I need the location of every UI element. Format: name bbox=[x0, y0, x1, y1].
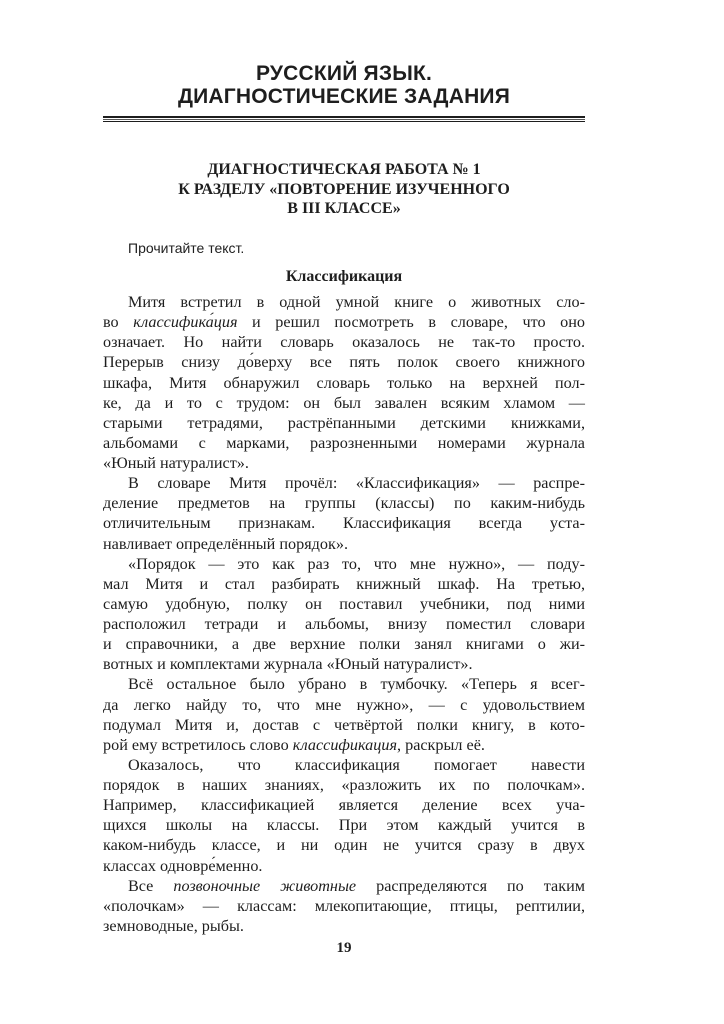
text-line bbox=[103, 493, 585, 513]
italic-term: позвоночные животные bbox=[173, 876, 357, 895]
text-run: Перерыв снизу до́верху все пять полок своего книжного bbox=[103, 353, 585, 372]
text-run: самую удобную, полку он поставил учебники, под ними bbox=[103, 594, 585, 613]
text-line bbox=[103, 312, 585, 332]
body-text bbox=[103, 292, 585, 936]
text-run: старыми тетрадями, растрёпанными детскими книжками, bbox=[103, 413, 585, 432]
text-run: Все bbox=[128, 876, 174, 895]
text-run: классах одновре́менно. bbox=[103, 856, 263, 875]
text-line bbox=[103, 433, 585, 453]
text-run: распределяются по таким bbox=[356, 876, 586, 895]
text-run: земноводные, рыбы. bbox=[103, 916, 244, 935]
text-line bbox=[103, 835, 585, 855]
text-line bbox=[103, 634, 585, 654]
text-line bbox=[103, 594, 585, 614]
text-line bbox=[103, 413, 585, 433]
text-line bbox=[103, 513, 585, 533]
text-run: «Юный натуралист». bbox=[103, 454, 249, 472]
text-run: альбомами с марками, разрозненными номерами журнала bbox=[103, 433, 585, 452]
book-title-line: ДИАГНОСТИЧЕСКИЕ ЗАДАНИЯ bbox=[177, 85, 511, 108]
text-run: расположил тетради и альбомы, внизу поместил словари bbox=[103, 615, 585, 633]
text-run: Митя встретил в одной умной книге о животных сло- bbox=[128, 293, 585, 311]
text-run: каком-нибудь классе, и ни один не учится сразу в двух bbox=[103, 836, 585, 855]
text-line bbox=[103, 695, 585, 715]
text-run: да легко найду то, что мне нужно», — с удовольствием bbox=[103, 695, 585, 714]
text-line bbox=[103, 574, 585, 594]
text-line bbox=[103, 292, 585, 312]
text-line bbox=[103, 534, 585, 554]
text-line bbox=[103, 755, 585, 775]
text-line bbox=[103, 373, 585, 393]
rule-line bbox=[103, 121, 585, 122]
text-line bbox=[103, 654, 585, 674]
text-run: во bbox=[103, 313, 134, 332]
text-run: вотных и комплектами журнала «Юный натуралист». bbox=[103, 655, 473, 674]
instruction-text: Прочитайте текст. bbox=[128, 240, 245, 256]
italic-term: классифика́ция bbox=[133, 313, 238, 332]
text-run: В словаре Митя прочёл: «Классификация» — распре- bbox=[128, 474, 585, 493]
text-line bbox=[103, 332, 585, 352]
text-run: Всё остальное было убрано в тумбочку. «Теперь я всег- bbox=[128, 675, 585, 694]
text-run: Оказалось, что классификация помогает навести bbox=[128, 755, 585, 774]
italic-term: классификация bbox=[292, 735, 397, 754]
text-run: и решил посмотреть в словаре, что оно bbox=[237, 313, 585, 332]
text-run: щихся школы на классы. При этом каждый учится в bbox=[103, 816, 585, 835]
title-rule bbox=[103, 116, 585, 122]
rule-line bbox=[103, 116, 585, 118]
text-line bbox=[103, 674, 585, 694]
text-run: рой ему встретилось слово bbox=[103, 735, 293, 754]
text-line bbox=[103, 393, 585, 413]
book-title-line: РУССКИЙ ЯЗЫК. bbox=[255, 62, 433, 85]
text-run: и справочники, а две верхние полки занял книгами о жи- bbox=[103, 635, 585, 654]
book-title bbox=[103, 62, 585, 108]
text-line bbox=[103, 614, 585, 634]
text-line bbox=[103, 453, 585, 473]
text-run: «Порядок — это как раз то, что мне нужно», — поду- bbox=[128, 554, 585, 573]
text-line bbox=[103, 916, 585, 936]
section-title-line: ДИАГНОСТИЧЕСКАЯ РАБОТА № 1 bbox=[207, 161, 481, 178]
text-run: навливает определённый порядок». bbox=[103, 534, 348, 553]
text-run: Например, классификацией является деление всех уча- bbox=[103, 796, 585, 815]
text-line bbox=[103, 735, 585, 755]
text-line bbox=[103, 815, 585, 835]
text-line bbox=[103, 795, 585, 815]
text-run: , раскрыл её. bbox=[397, 735, 485, 754]
text-run: мал Митя и стал разбирать книжный шкаф. На третью, bbox=[103, 574, 585, 593]
text-line bbox=[103, 876, 585, 896]
section-title bbox=[103, 160, 585, 219]
text-run: порядок в наших знаниях, «разложить их по полочкам». bbox=[103, 776, 585, 794]
text-run: ке, да и то с трудом: он был завален всяким хламом — bbox=[103, 393, 585, 412]
text-run: отличительным признакам. Классификация всегда уста- bbox=[103, 514, 585, 533]
section-title-line: К РАЗДЕЛУ «ПОВТОРЕНИЕ ИЗУЧЕННОГО bbox=[178, 180, 510, 198]
text-line bbox=[103, 473, 585, 493]
section-title-line: В III КЛАССЕ» bbox=[287, 200, 401, 217]
text-line bbox=[103, 856, 585, 876]
text-line bbox=[103, 775, 585, 795]
text-line bbox=[103, 352, 585, 372]
text-run: означает. Но найти словарь оказалось не так-то просто. bbox=[103, 333, 585, 352]
text-heading: Классификация bbox=[285, 268, 403, 285]
text-run: деление предметов на группы (классы) по каким-нибудь bbox=[103, 494, 585, 513]
page-number: 19 bbox=[336, 940, 352, 956]
text-run: «полочкам» — классам: млекопитающие, птицы, рептилии, bbox=[103, 896, 585, 915]
text-run: шкафа, Митя обнаружил словарь только на верхней пол- bbox=[103, 373, 585, 392]
rule-line bbox=[103, 119, 585, 120]
text-line bbox=[103, 715, 585, 735]
text-run: подумал Митя и, достав с четвёртой полки книгу, в кото- bbox=[103, 715, 585, 734]
text-line bbox=[103, 554, 585, 574]
text-line bbox=[103, 896, 585, 916]
